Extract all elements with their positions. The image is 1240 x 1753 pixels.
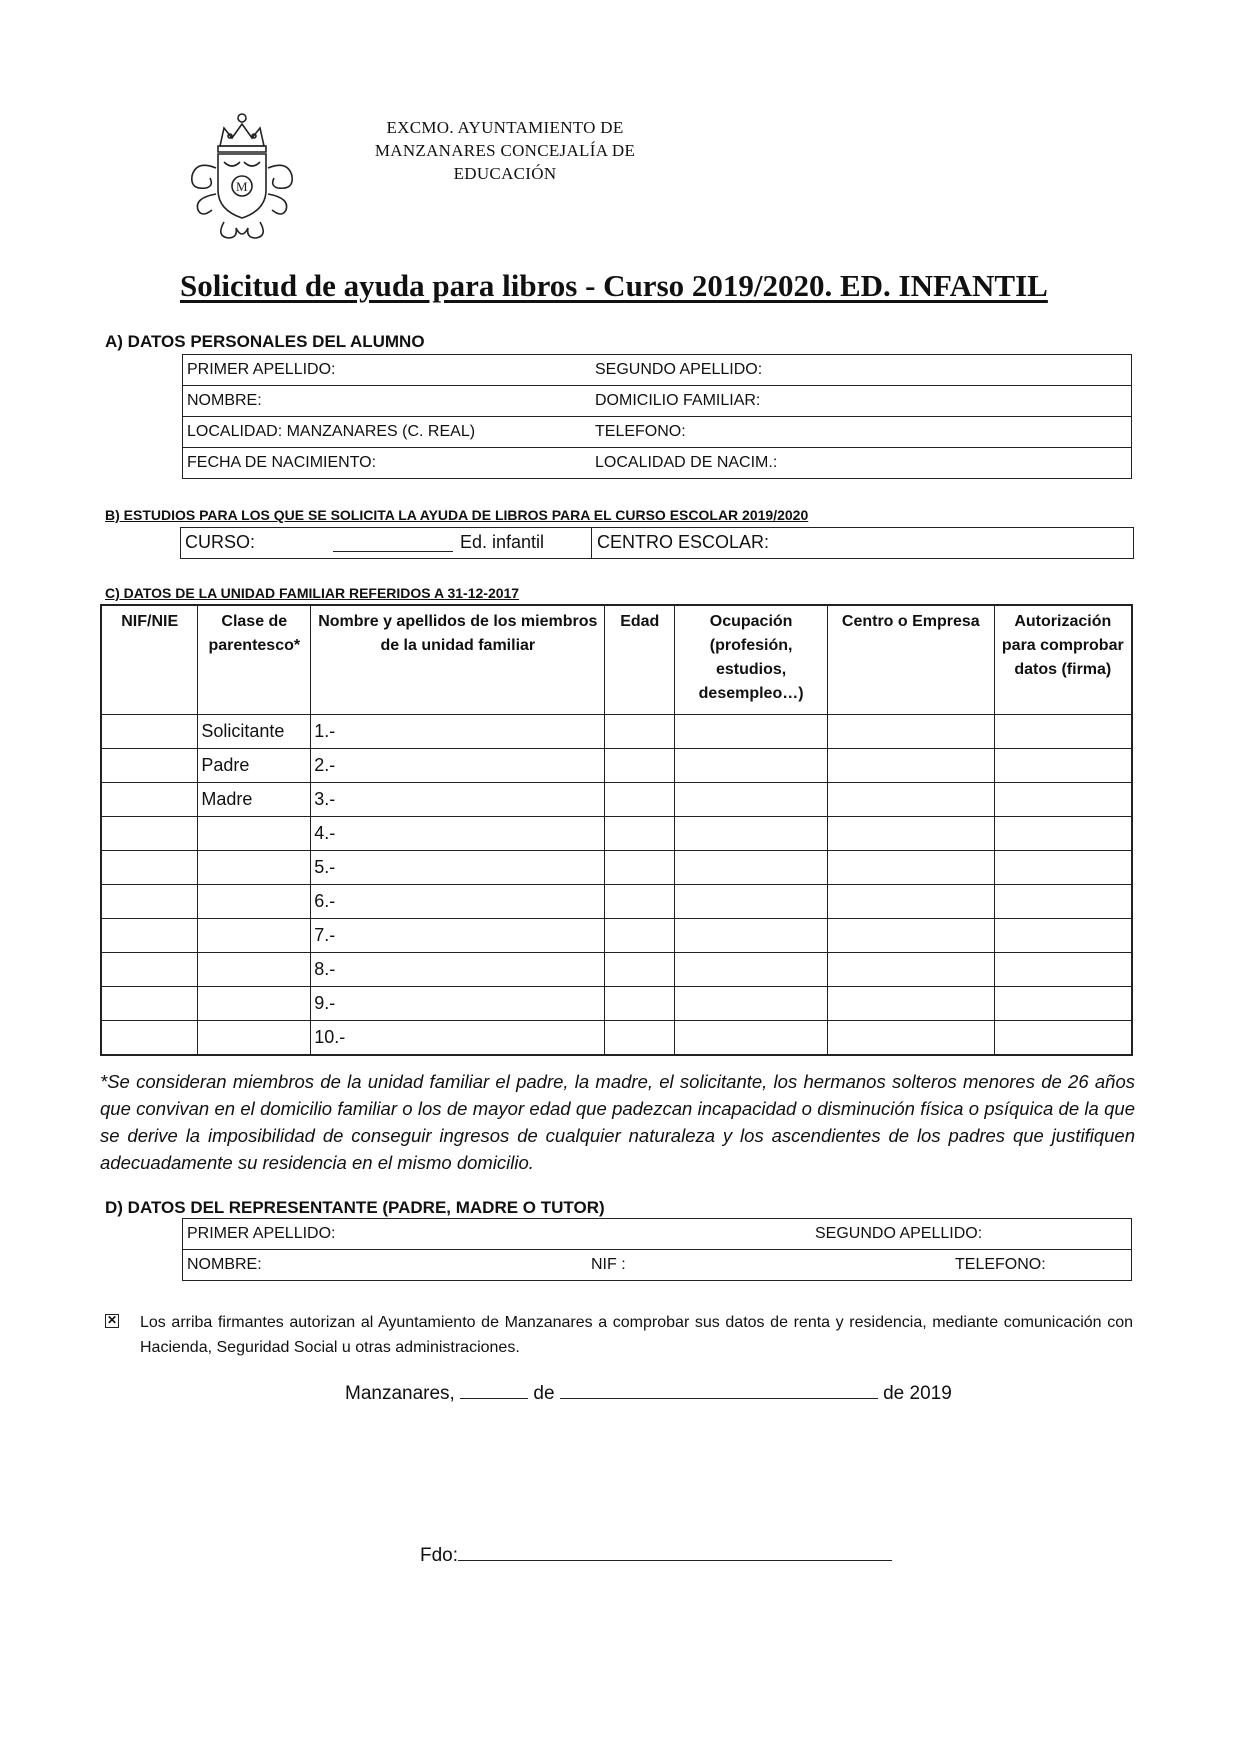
- cell-edad[interactable]: [605, 817, 675, 851]
- cell-nombre[interactable]: 8.-: [311, 953, 605, 987]
- de-label: de: [533, 1383, 555, 1404]
- cell-ocupacion[interactable]: [675, 749, 828, 783]
- cell-parentesco[interactable]: Madre: [198, 783, 311, 817]
- cell-ocupacion[interactable]: [675, 817, 828, 851]
- table-header-row: [101, 605, 1132, 715]
- table-row: [101, 885, 1132, 919]
- signature-input-line[interactable]: [458, 1542, 892, 1561]
- curso-value: Ed. infantil: [460, 532, 545, 552]
- cell-edad[interactable]: [605, 953, 675, 987]
- field-segundo-apellido[interactable]: SEGUNDO APELLIDO:: [591, 355, 1132, 386]
- table-row: [101, 953, 1132, 987]
- month-input-line[interactable]: [560, 1380, 878, 1399]
- cell-edad[interactable]: [605, 783, 675, 817]
- field-primer-apellido[interactable]: PRIMER APELLIDO:: [183, 355, 592, 386]
- cell-nombre[interactable]: 5.-: [311, 851, 605, 885]
- field-rep-segundo-apellido[interactable]: SEGUNDO APELLIDO:: [815, 1219, 1132, 1250]
- table-row: [101, 851, 1132, 885]
- table-row: [101, 749, 1132, 783]
- field-rep-nombre[interactable]: NOMBRE:: [183, 1250, 492, 1281]
- cell-parentesco[interactable]: [198, 987, 311, 1021]
- cell-nombre[interactable]: 9.-: [311, 987, 605, 1021]
- page-title: Solicitud de ayuda para libros - Curso 2019/2020. ED. INFANTIL: [180, 268, 1048, 303]
- authorization-text: Los arriba firmantes autorizan al Ayuntamiento de Manzanares a comprobar sus datos de renta y residencia, mediante comunicación con Hacienda, Seguridad Social u otras administraciones.: [140, 1314, 1133, 1356]
- column-header: Ocupación (profesión, estudios, desempleo…): [675, 605, 828, 715]
- section-a-heading: A) DATOS PERSONALES DEL ALUMNO: [105, 332, 425, 351]
- table-row: [183, 417, 1132, 448]
- cell-autorizacion[interactable]: [994, 817, 1132, 851]
- cell-nombre[interactable]: 7.-: [311, 919, 605, 953]
- signature-line: [420, 1542, 892, 1567]
- column-header: Centro o Empresa: [828, 605, 995, 715]
- cell-nombre[interactable]: 4.-: [311, 817, 605, 851]
- representative-table: [182, 1218, 1132, 1281]
- fdo-label: Fdo:: [420, 1545, 459, 1566]
- column-header: Autorización para comprobar datos (firma): [994, 605, 1132, 715]
- table-row: [183, 1250, 1132, 1281]
- cell-nif[interactable]: [101, 715, 198, 749]
- cell-nif[interactable]: [101, 749, 198, 783]
- cell-centro[interactable]: [828, 715, 995, 749]
- table-row: [101, 817, 1132, 851]
- column-header: Edad: [605, 605, 675, 715]
- table-row: [183, 448, 1132, 479]
- place-label: Manzanares,: [345, 1383, 455, 1404]
- cell-nif[interactable]: [101, 885, 198, 919]
- cell-nombre[interactable]: 6.-: [311, 885, 605, 919]
- cell-autorizacion[interactable]: [994, 715, 1132, 749]
- cell-ocupacion[interactable]: [675, 1021, 828, 1056]
- column-header: NIF/NIE: [101, 605, 198, 715]
- cell-parentesco[interactable]: [198, 1021, 311, 1056]
- field-localidad-nacim[interactable]: LOCALIDAD DE NACIM.:: [591, 448, 1132, 479]
- column-header: Nombre y apellidos de los miembros de la unidad familiar: [311, 605, 605, 715]
- cell-parentesco[interactable]: [198, 885, 311, 919]
- cell-edad[interactable]: [605, 885, 675, 919]
- table-row: [101, 715, 1132, 749]
- cell-autorizacion[interactable]: [994, 987, 1132, 1021]
- column-header: Clase de parentesco*: [198, 605, 311, 715]
- cell-centro[interactable]: [828, 749, 995, 783]
- cell-nif[interactable]: [101, 1021, 198, 1056]
- spacer-cell: [491, 1219, 815, 1250]
- cell-parentesco[interactable]: Padre: [198, 749, 311, 783]
- cell-autorizacion[interactable]: [994, 953, 1132, 987]
- cell-nif[interactable]: [101, 851, 198, 885]
- cell-autorizacion[interactable]: [994, 783, 1132, 817]
- cell-centro[interactable]: [828, 885, 995, 919]
- cell-centro[interactable]: [828, 817, 995, 851]
- cell-autorizacion[interactable]: [994, 919, 1132, 953]
- section-d-heading: D) DATOS DEL REPRESENTANTE (PADRE, MADRE O TUTOR): [105, 1198, 605, 1217]
- field-rep-primer-apellido[interactable]: PRIMER APELLIDO:: [183, 1219, 492, 1250]
- cell-centro[interactable]: [828, 851, 995, 885]
- municipal-crest-icon: [180, 110, 305, 245]
- cell-ocupacion[interactable]: [675, 851, 828, 885]
- year-label: de 2019: [883, 1383, 952, 1404]
- field-fecha-nacimiento[interactable]: FECHA DE NACIMIENTO:: [183, 448, 592, 479]
- field-telefono[interactable]: TELEFONO:: [591, 417, 1132, 448]
- curso-label: CURSO:: [185, 532, 256, 552]
- cell-parentesco[interactable]: Solicitante: [198, 715, 311, 749]
- section-b-heading: B) ESTUDIOS PARA LOS QUE SE SOLICITA LA AYUDA DE LIBROS PARA EL CURSO ESCOLAR 2019/2020: [105, 507, 809, 523]
- cell-centro[interactable]: [828, 953, 995, 987]
- cell-autorizacion[interactable]: [994, 885, 1132, 919]
- cell-centro[interactable]: [828, 783, 995, 817]
- cell-ocupacion[interactable]: [675, 953, 828, 987]
- svg-text:M: M: [236, 179, 248, 194]
- student-data-table: [182, 354, 1132, 479]
- cell-edad[interactable]: [605, 851, 675, 885]
- cell-parentesco[interactable]: [198, 953, 311, 987]
- cell-centro[interactable]: [828, 1021, 995, 1056]
- authorization-checkbox[interactable]: ✕: [106, 1313, 118, 1327]
- studies-box: [180, 527, 1134, 559]
- cell-parentesco[interactable]: [198, 817, 311, 851]
- cell-ocupacion[interactable]: [675, 715, 828, 749]
- table-row: [101, 987, 1132, 1021]
- curso-input-line[interactable]: [333, 533, 453, 552]
- cell-nombre[interactable]: 1.-: [311, 715, 605, 749]
- field-localidad[interactable]: LOCALIDAD: MANZANARES (C. REAL): [183, 417, 592, 448]
- cell-autorizacion[interactable]: [994, 851, 1132, 885]
- field-nombre[interactable]: NOMBRE:: [183, 386, 592, 417]
- cell-edad[interactable]: [605, 987, 675, 1021]
- cell-edad[interactable]: [605, 919, 675, 953]
- field-rep-telefono[interactable]: TELEFONO:: [815, 1250, 1132, 1281]
- table-row: [101, 783, 1132, 817]
- cell-nif[interactable]: [101, 987, 198, 1021]
- family-unit-table: [100, 604, 1133, 1056]
- cell-nif[interactable]: [101, 919, 198, 953]
- cell-ocupacion[interactable]: [675, 919, 828, 953]
- field-domicilio[interactable]: DOMICILIO FAMILIAR:: [591, 386, 1132, 417]
- day-input-line[interactable]: [460, 1380, 528, 1399]
- cell-nombre[interactable]: 10.-: [311, 1021, 605, 1056]
- date-line: [345, 1380, 952, 1405]
- cell-centro[interactable]: [828, 987, 995, 1021]
- table-row: [183, 355, 1132, 386]
- cell-nif[interactable]: [101, 953, 198, 987]
- cell-autorizacion[interactable]: [994, 1021, 1132, 1056]
- cell-nif[interactable]: [101, 817, 198, 851]
- cell-nif[interactable]: [101, 783, 198, 817]
- cell-parentesco[interactable]: [198, 851, 311, 885]
- cell-edad[interactable]: [605, 749, 675, 783]
- org-line: EDUCACIÓN: [453, 164, 557, 183]
- section-c-heading: C) DATOS DE LA UNIDAD FAMILIAR REFERIDOS A 31-12-2017: [105, 585, 520, 601]
- cell-ocupacion[interactable]: [675, 885, 828, 919]
- cell-edad[interactable]: [605, 1021, 675, 1056]
- cell-ocupacion[interactable]: [675, 987, 828, 1021]
- table-row: [183, 386, 1132, 417]
- cell-centro[interactable]: [828, 919, 995, 953]
- divider: [591, 528, 592, 558]
- cell-nombre[interactable]: 2.-: [311, 749, 605, 783]
- cell-edad[interactable]: [605, 715, 675, 749]
- cell-nombre[interactable]: 3.-: [311, 783, 605, 817]
- cell-parentesco[interactable]: [198, 919, 311, 953]
- field-rep-nif[interactable]: NIF :: [491, 1250, 815, 1281]
- cell-autorizacion[interactable]: [994, 749, 1132, 783]
- org-line: EXCMO. AYUNTAMIENTO DE: [386, 118, 624, 137]
- centro-escolar-field[interactable]: CENTRO ESCOLAR:: [597, 532, 770, 552]
- table-row: [101, 1021, 1132, 1056]
- table-row: [183, 1219, 1132, 1250]
- family-unit-note: *Se consideran miembros de la unidad familiar el padre, la madre, el solicitante, los hermanos solteros menores de 26 años que convivan en el domicilio familiar o los de mayor edad que padezcan incapacidad o disminución física o psíquica de la que se derive la imposibilidad de conseguir ingresos de cualquier naturaleza y los ascendientes de los padres que justifiquen adecuadamente su residencia en el mismo domicilio.: [100, 1071, 1135, 1173]
- cell-ocupacion[interactable]: [675, 783, 828, 817]
- org-line: MANZANARES CONCEJALÍA DE: [374, 141, 636, 160]
- organization-name: [350, 116, 660, 185]
- table-row: [101, 919, 1132, 953]
